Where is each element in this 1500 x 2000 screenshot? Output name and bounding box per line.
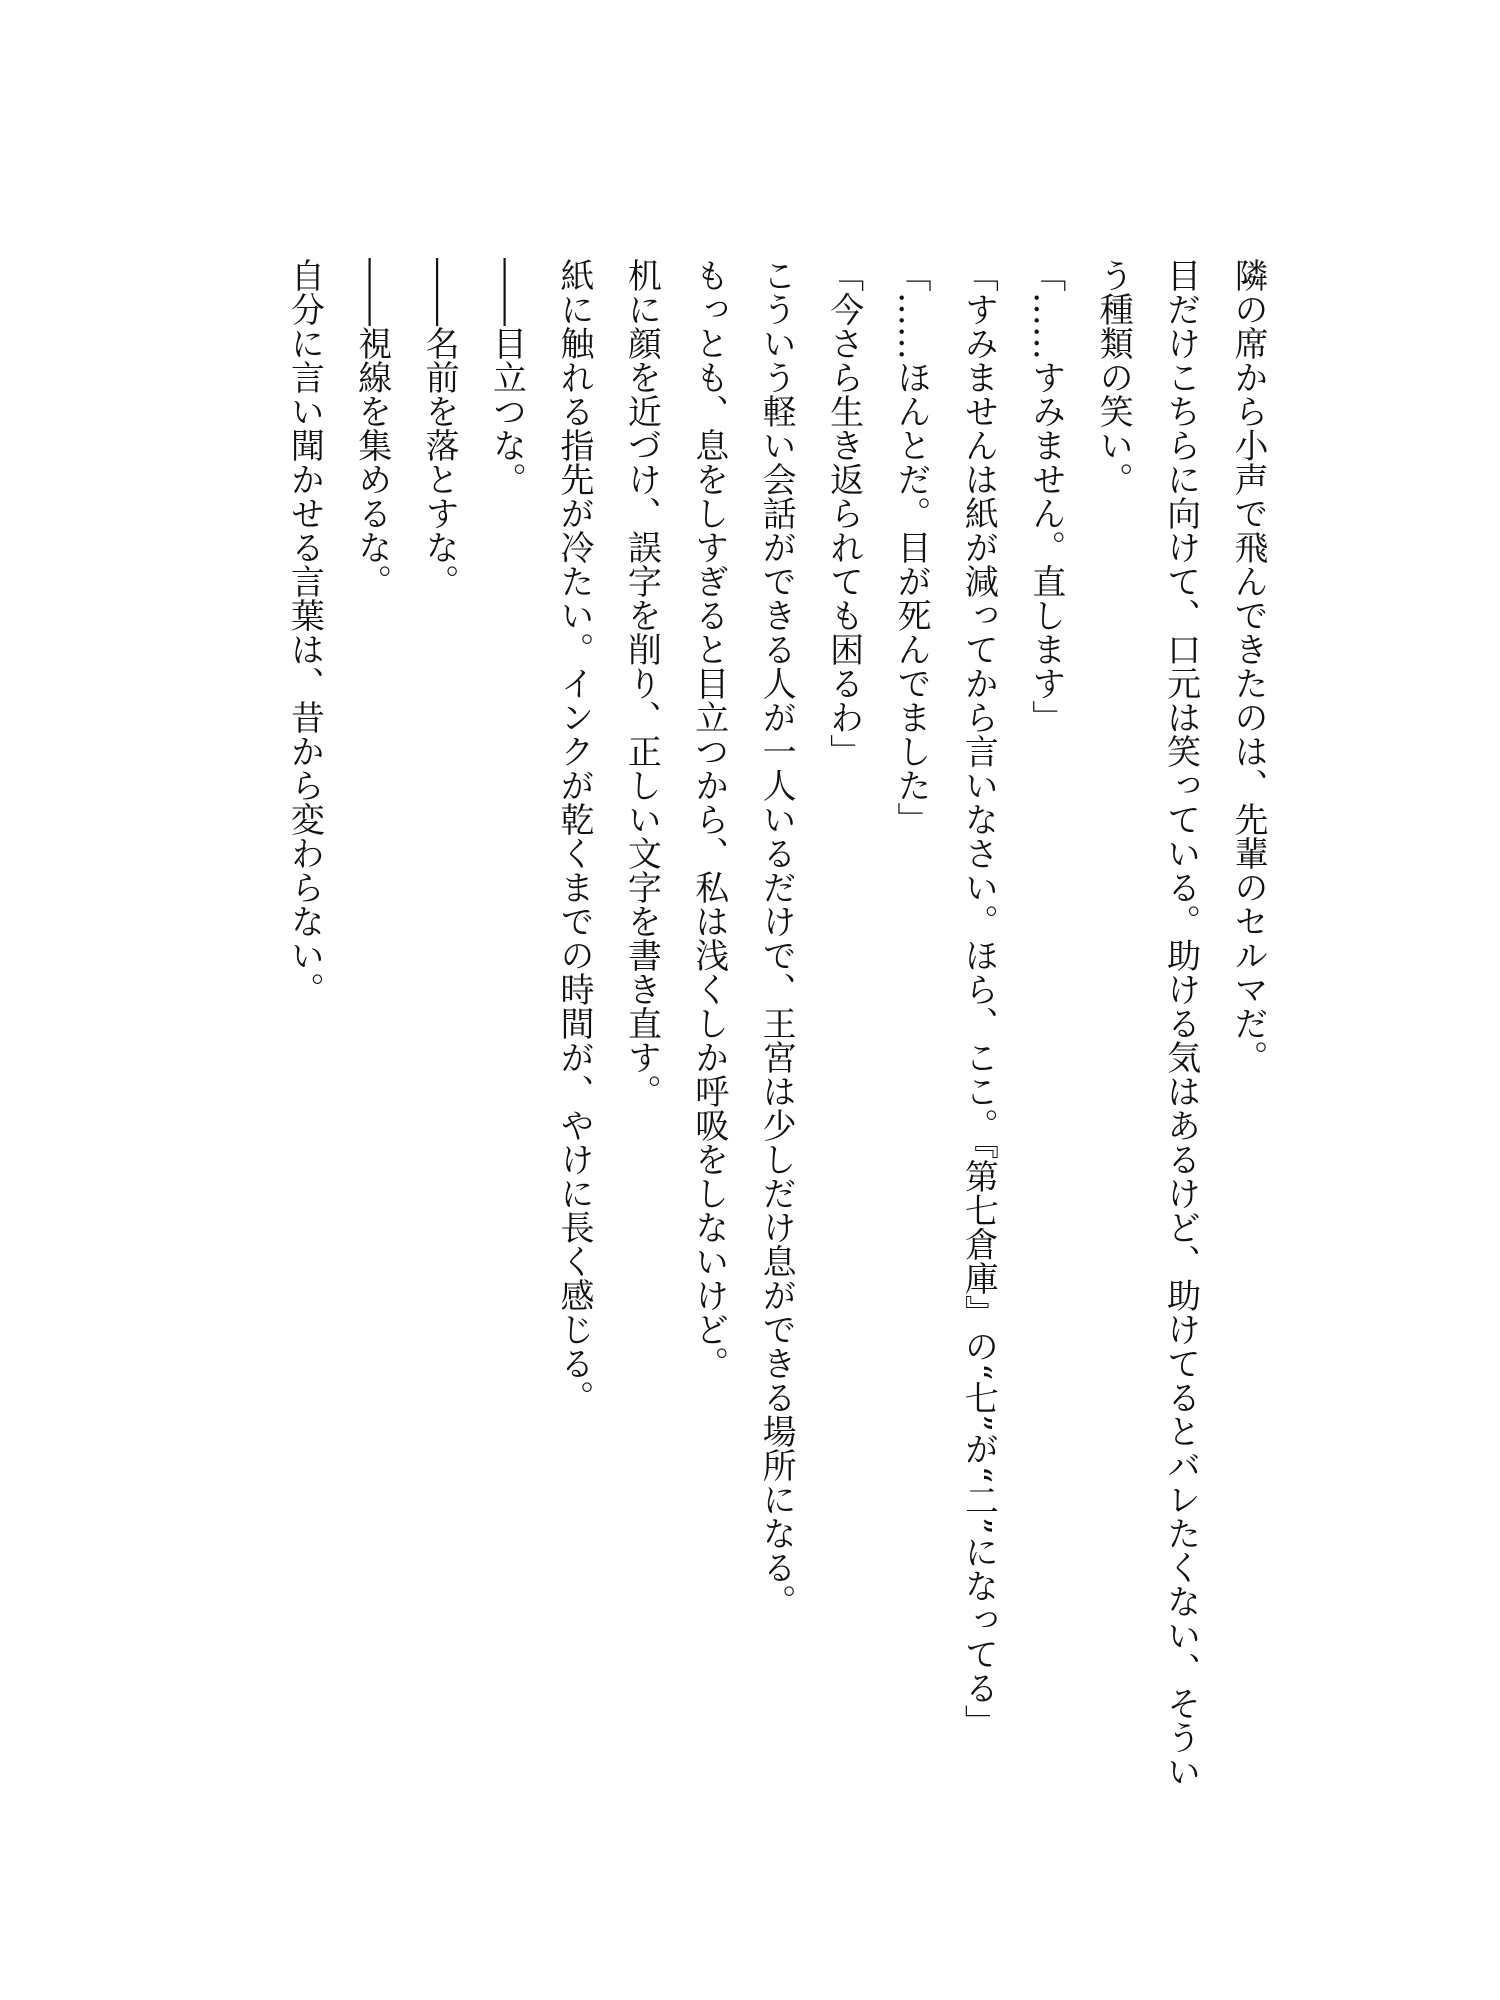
dialogue-selma-reply: 「今さら生き返られても困るわ」 (823, 258, 864, 768)
mantra-line-2: ――名前を落とすな。 (419, 258, 460, 598)
dialogue-selma-correction: 「すみませんは紙が減ってから言いなさい。ほら、ここ。『第七倉庫』の“七”が“二”になってる」 (958, 258, 999, 1739)
paragraph-selma-smile: 目だけこちらに向けて、口元は笑っている。助ける気はあるけど、助けてるとバレたくない、そういう種類の笑い。 (1093, 258, 1201, 1788)
paragraph-selma-whisper: 隣の席から小声で飛んできたのは、先輩のセルマだ。 (1228, 258, 1268, 1074)
vertical-text-page (270, 258, 1281, 1790)
mantra-line-3: ――視線を集めるな。 (351, 258, 392, 598)
paragraph-shallow-breath: もっとも、息をしすぎると目立つから、私は浅くしか呼吸をしないけど。 (688, 258, 729, 1380)
mantra-line-1: ――目立つな。 (486, 258, 527, 496)
paragraph-closing: 自分に言い聞かせる言葉は、昔から変わらない。 (284, 258, 325, 1006)
paragraph-rewrite: 机に顔を近づけ、誤字を削り、正しい文字を書き直す。 (621, 258, 662, 1108)
paragraph-cold-fingers: 紙に触れる指先が冷たい。インクが乾くまでの時間が、やけに長く感じる。 (553, 258, 594, 1414)
paragraph-light-conversation: こういう軽い会話ができる人が一人いるだけで、王宮は少しだけ息ができる場所になる。 (756, 258, 797, 1618)
dialogue-really: 「……ほんとだ。目が死んでました」 (890, 258, 931, 836)
dialogue-sorry: 「……すみません。直します」 (1025, 258, 1066, 734)
